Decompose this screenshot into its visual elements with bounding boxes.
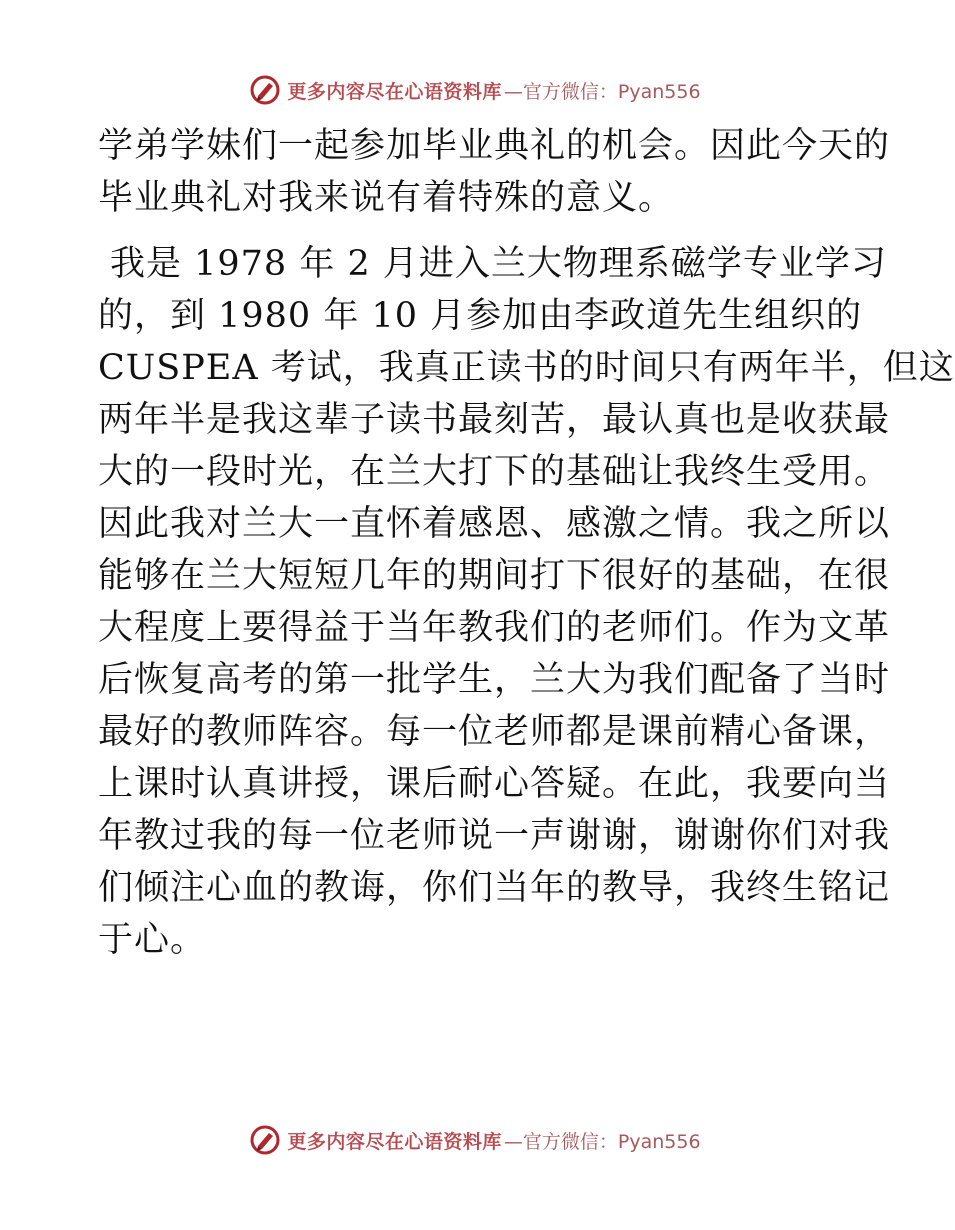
text-line: 毕业典礼对我来说有着特殊的意义。	[98, 178, 675, 218]
pen-logo-icon	[249, 74, 281, 106]
text-line: 大的一段时光，在兰大打下的基础让我终生受用。	[98, 452, 891, 492]
header-watermark	[0, 70, 950, 110]
pen-logo-icon	[249, 1124, 281, 1156]
text-line: 的，到 1980 年 10 月参加由李政道先生组织的	[98, 296, 863, 336]
text-line: 上课时认真讲授，课后耐心答疑。在此，我要向当	[98, 764, 891, 804]
text-line: 大程度上要得益于当年教我们的老师们。作为文革	[98, 608, 891, 648]
text-line: 于心。	[98, 920, 207, 960]
text-line: 最好的教师阵容。每一位老师都是课前精心备课，	[98, 712, 891, 752]
paragraph-1	[98, 120, 891, 224]
watermark-main-text: 更多内容尽在心语资料库	[287, 1130, 502, 1153]
text-line: 们倾注心血的教诲，你们当年的教导，我终生铭记	[98, 868, 891, 908]
text-line: 我是 1978 年 2 月进入兰大物理系磁学专业学习	[110, 244, 887, 284]
watermark-wechat-text: —官方微信：Pyan556	[503, 1130, 701, 1153]
watermark-main-text: 更多内容尽在心语资料库	[287, 80, 502, 103]
footer-watermark	[0, 1120, 950, 1160]
text-line: 年教过我的每一位老师说一声谢谢，谢谢你们对我	[98, 816, 891, 856]
watermark-wechat-text: —官方微信：Pyan556	[503, 80, 701, 103]
text-line: 学弟学妹们一起参加毕业典礼的机会。因此今天的	[98, 126, 891, 166]
text-line: 因此我对兰大一直怀着感恩、感激之情。我之所以	[98, 504, 891, 544]
document-body	[98, 120, 955, 966]
paragraph-2	[98, 238, 955, 966]
text-line: 能够在兰大短短几年的期间打下很好的基础，在很	[98, 556, 891, 596]
text-line: CUSPEA 考试，我真正读书的时间只有两年半，但这	[98, 348, 955, 388]
text-line: 两年半是我这辈子读书最刻苦，最认真也是收获最	[98, 400, 891, 440]
text-line: 后恢复高考的第一批学生，兰大为我们配备了当时	[98, 660, 891, 700]
